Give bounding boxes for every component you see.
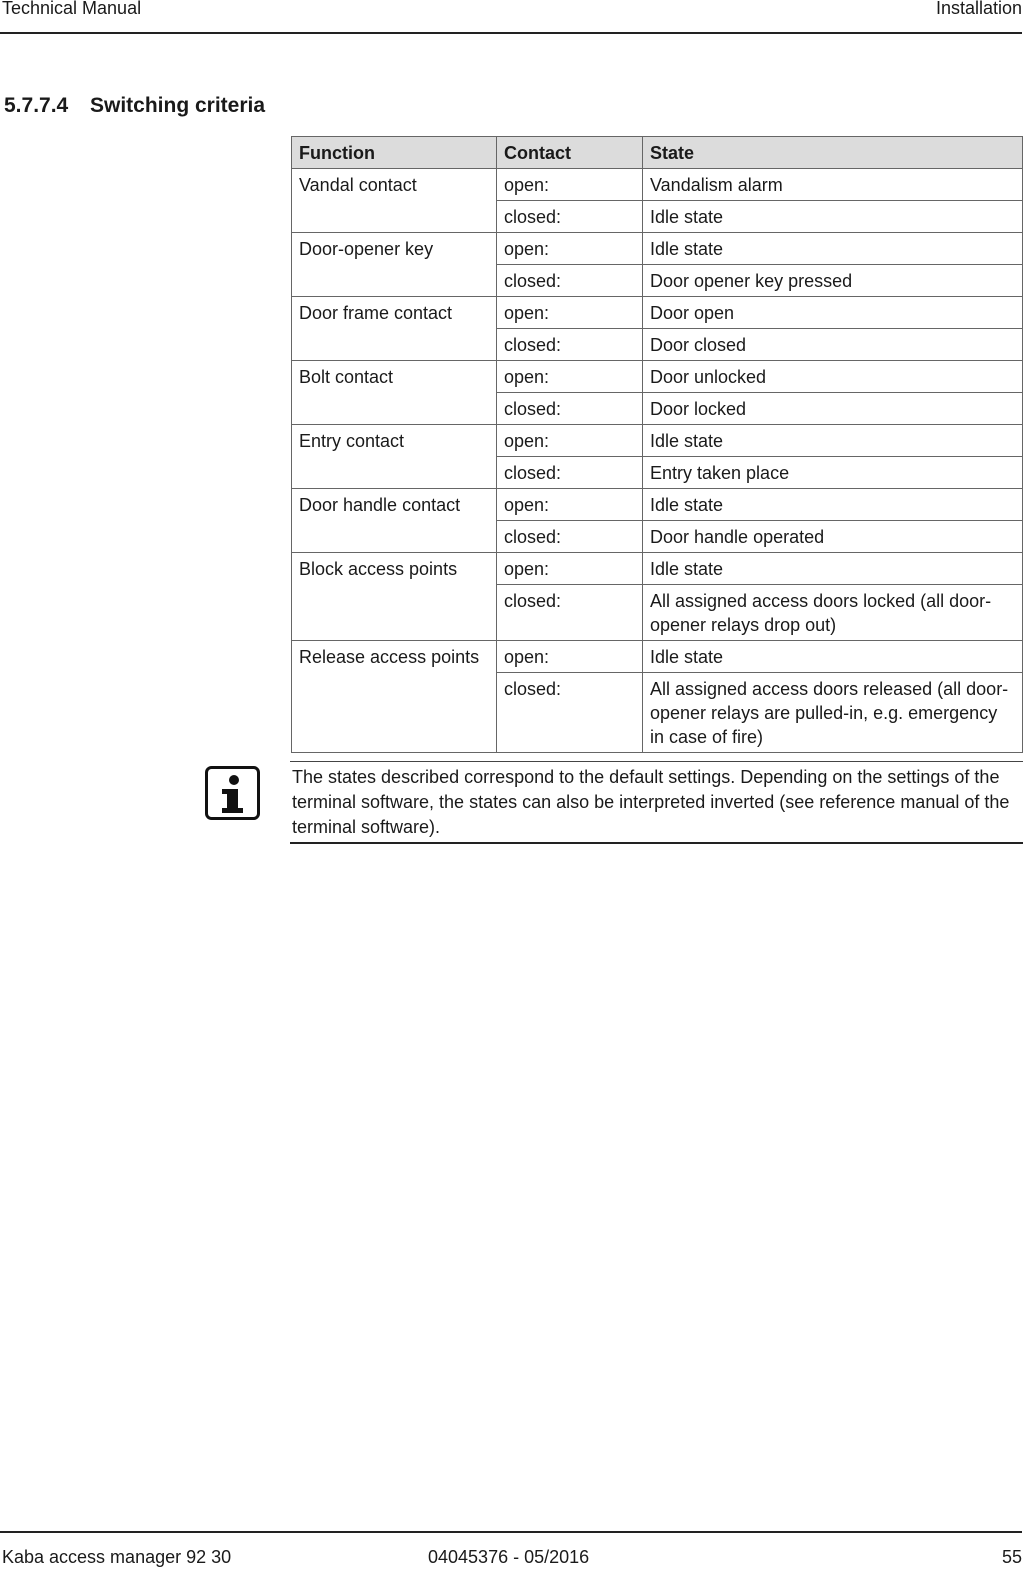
- state-cell: Idle state: [643, 233, 1023, 265]
- function-cell: Vandal contact: [292, 169, 497, 233]
- contact-cell: open:: [497, 297, 643, 329]
- contact-cell: open:: [497, 233, 643, 265]
- contact-cell: open:: [497, 553, 643, 585]
- state-cell: Door locked: [643, 393, 1023, 425]
- table-body: [292, 169, 1023, 753]
- state-cell: Door open: [643, 297, 1023, 329]
- state-cell: Door opener key pressed: [643, 265, 1023, 297]
- column-header-contact: Contact: [497, 137, 643, 169]
- state-cell: Idle state: [643, 425, 1023, 457]
- function-cell: Door-opener key: [292, 233, 497, 297]
- table-row: [292, 169, 1023, 201]
- table-row: [292, 361, 1023, 393]
- function-cell: Release access points: [292, 641, 497, 753]
- contact-cell: closed:: [497, 329, 643, 361]
- function-cell: Door handle contact: [292, 489, 497, 553]
- footer-product: Kaba access manager 92 30: [2, 1547, 232, 1567]
- state-cell: Vandalism alarm: [643, 169, 1023, 201]
- contact-cell: closed:: [497, 457, 643, 489]
- note-top-rule: [290, 761, 1023, 762]
- table-row: [292, 489, 1023, 521]
- section-title: Switching criteria: [90, 94, 266, 117]
- page-number: 55: [1001, 1547, 1022, 1567]
- column-header-state: State: [643, 137, 1023, 169]
- state-cell: Idle state: [643, 553, 1023, 585]
- contact-cell: closed:: [497, 673, 643, 753]
- table-row: [292, 553, 1023, 585]
- section-heading: [4, 94, 265, 118]
- note-bottom-rule: [290, 842, 1023, 844]
- function-cell: Door frame contact: [292, 297, 497, 361]
- function-cell: Bolt contact: [292, 361, 497, 425]
- table-row: [292, 425, 1023, 457]
- contact-cell: closed:: [497, 265, 643, 297]
- contact-cell: closed:: [497, 521, 643, 553]
- page-footer: [0, 1531, 1022, 1587]
- state-cell: Idle state: [643, 641, 1023, 673]
- contact-cell: open:: [497, 169, 643, 201]
- header-right: Installation: [935, 0, 1022, 18]
- footer-doc-id: 04045376 - 05/2016: [428, 1547, 590, 1567]
- contact-cell: closed:: [497, 393, 643, 425]
- function-cell: Block access points: [292, 553, 497, 641]
- table-header-row: [292, 137, 1023, 169]
- function-cell: Entry contact: [292, 425, 497, 489]
- section-number: 5.7.7.4: [4, 94, 69, 117]
- state-cell: Door unlocked: [643, 361, 1023, 393]
- header-left: Technical Manual: [2, 0, 142, 18]
- state-cell: Door handle operated: [643, 521, 1023, 553]
- table-row: [292, 233, 1023, 265]
- table-row: [292, 641, 1023, 673]
- page-header: [0, 0, 1022, 34]
- table-row: [292, 297, 1023, 329]
- contact-cell: open:: [497, 641, 643, 673]
- state-cell: Idle state: [643, 201, 1023, 233]
- contact-cell: open:: [497, 425, 643, 457]
- note-text: The states described correspond to the default settings. Depending on the settings of the terminal software, the states can also be interpreted inverted (see reference manual of the terminal software).: [292, 767, 1010, 837]
- info-icon: [205, 766, 260, 820]
- switching-criteria-table: [291, 136, 1023, 753]
- contact-cell: open:: [497, 361, 643, 393]
- contact-cell: closed:: [497, 201, 643, 233]
- state-cell: All assigned access doors released (all door-opener relays are pulled-in, e.g. emergency in case of fire): [643, 673, 1023, 753]
- state-cell: Idle state: [643, 489, 1023, 521]
- state-cell: All assigned access doors locked (all door-opener relays drop out): [643, 585, 1023, 641]
- column-header-function: Function: [292, 137, 497, 169]
- state-cell: Entry taken place: [643, 457, 1023, 489]
- contact-cell: open:: [497, 489, 643, 521]
- contact-cell: closed:: [497, 585, 643, 641]
- state-cell: Door closed: [643, 329, 1023, 361]
